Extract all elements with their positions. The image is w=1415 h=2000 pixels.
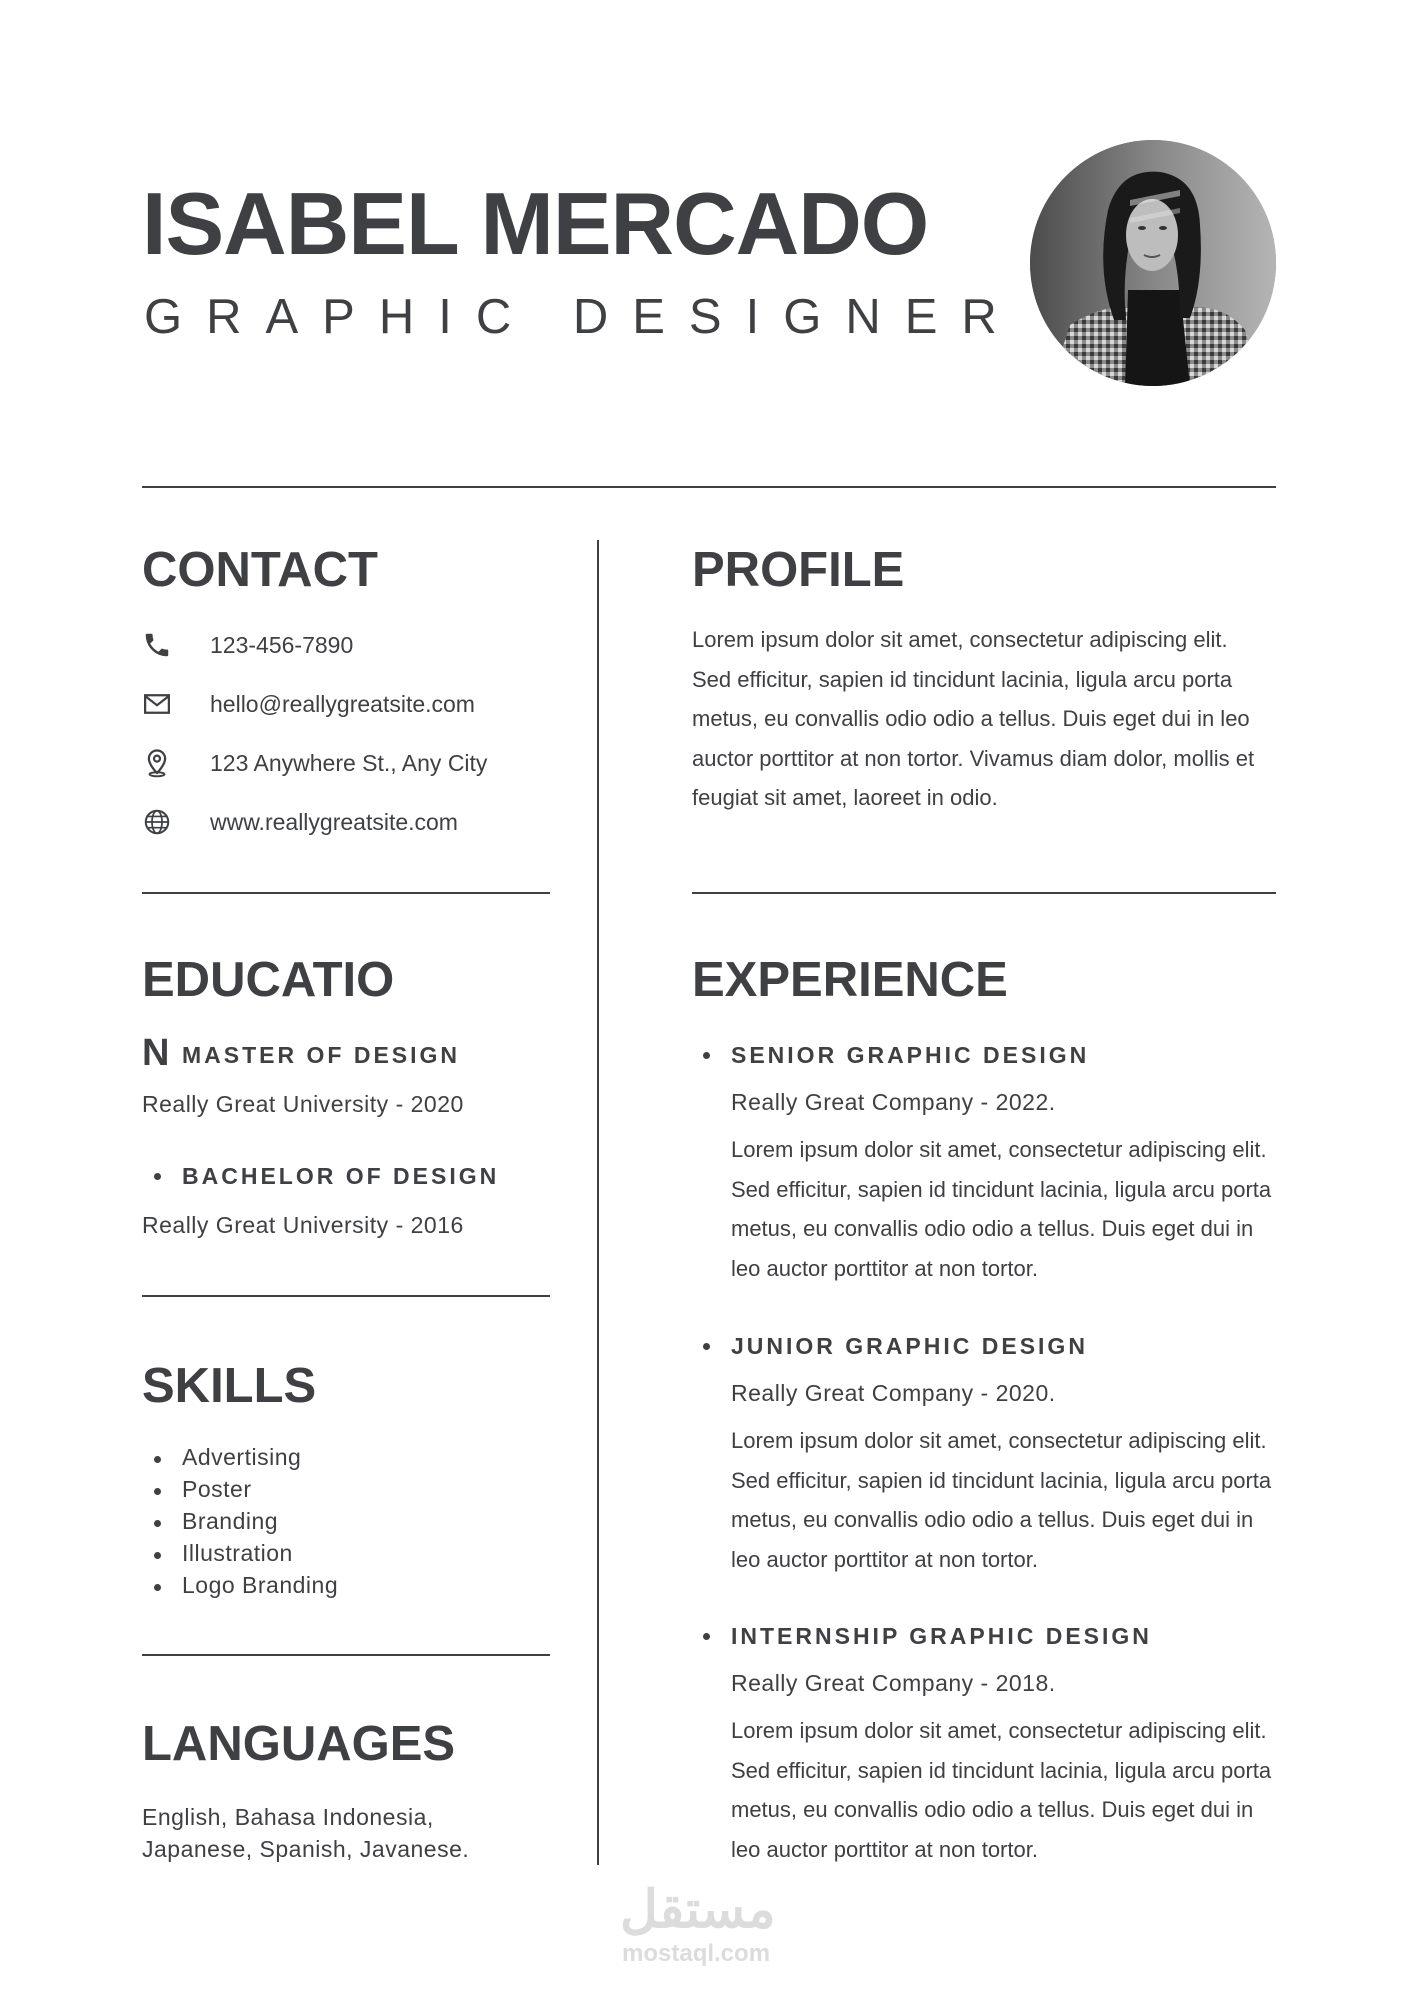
profile-text: Lorem ipsum dolor sit amet, consectetur adipiscing elit. Sed efficitur, sapien id tincidunt lacinia, ligula arcu porta metus, eu convallis odio odio a tellus. Duis eget dui in leo auctor porttitor at non tortor. Vivamus diam dolor, mollis et feugiat sit amet, laoreet in odio.: [692, 627, 1255, 810]
contact-phone: [142, 628, 542, 662]
experience-role-1: SENIOR GRAPHIC DESIGN: [731, 1042, 1090, 1068]
contact-website: [142, 805, 542, 839]
skill-item: Poster: [142, 1476, 338, 1508]
experience-role-2: JUNIOR GRAPHIC DESIGN: [731, 1333, 1088, 1359]
languages-line-1: English, Bahasa Indonesia,: [142, 1804, 434, 1830]
header-divider: [142, 486, 1276, 488]
skill-item: Illustration: [142, 1540, 338, 1572]
contact-address-text: 123 Anywhere St., Any City: [210, 750, 488, 776]
education-degree-2: BACHELOR OF DESIGN: [182, 1163, 500, 1189]
education-school-2: Really Great University - 2016: [142, 1212, 464, 1238]
experience-company-2: Really Great Company - 2020.: [731, 1380, 1056, 1406]
education-degree-1: MASTER OF DESIGN: [182, 1042, 461, 1068]
experience-role-3: INTERNSHIP GRAPHIC DESIGN: [731, 1623, 1152, 1649]
skills-list: [142, 1444, 338, 1604]
contact-email-text: hello@reallygreatsite.com: [210, 691, 475, 717]
contact-divider: [142, 892, 550, 894]
contact-title: CONTACT: [142, 543, 378, 597]
contact-address: [142, 746, 542, 780]
profile-divider: [692, 892, 1276, 894]
experience-bullet-3: [703, 1633, 710, 1640]
candidate-role: GRAPHIC DESIGNER: [144, 290, 1021, 344]
skills-title: SKILLS: [142, 1359, 317, 1413]
experience-company-3: Really Great Company - 2018.: [731, 1670, 1056, 1696]
skill-item: Advertising: [142, 1444, 338, 1476]
languages-title: LANGUAGES: [142, 1717, 456, 1771]
education-school-1: Really Great University - 2020: [142, 1091, 464, 1117]
experience-bullet-1: [703, 1052, 710, 1059]
experience-company-1: Really Great Company - 2022.: [731, 1089, 1056, 1115]
skills-divider: [142, 1654, 550, 1656]
mail-icon: [142, 689, 172, 719]
experience-text-2: Lorem ipsum dolor sit amet, consectetur adipiscing elit. Sed efficitur, sapien id tincidunt lacinia, ligula arcu porta metus, eu convallis odio odio a tellus. Duis eget dui in leo auctor porttitor at non tortor.: [731, 1428, 1272, 1572]
watermark-latin: mostaql.com: [622, 1940, 771, 1967]
education-bullet-2: [154, 1173, 161, 1180]
column-divider: [597, 540, 599, 1865]
phone-icon: [142, 630, 172, 660]
contact-email: [142, 687, 542, 721]
skill-item: Logo Branding: [142, 1572, 338, 1604]
experience-bullet-2: [703, 1343, 710, 1350]
candidate-name: ISABEL MERCADO: [142, 174, 929, 273]
experience-text-3: Lorem ipsum dolor sit amet, consectetur adipiscing elit. Sed efficitur, sapien id tincidunt lacinia, ligula arcu porta metus, eu convallis odio odio a tellus. Duis eget dui in leo auctor porttitor at non tortor.: [731, 1718, 1272, 1862]
education-divider: [142, 1295, 550, 1297]
languages-line-2: Japanese, Spanish, Javanese.: [142, 1836, 470, 1862]
education-title: EDUCATIO: [142, 953, 395, 1007]
experience-title: EXPERIENCE: [692, 953, 1008, 1007]
contact-phone-text: 123-456-7890: [210, 632, 354, 658]
skill-item: Branding: [142, 1508, 338, 1540]
watermark-arabic: مستقل: [620, 1881, 776, 1939]
experience-text-1: Lorem ipsum dolor sit amet, consectetur adipiscing elit. Sed efficitur, sapien id tincidunt lacinia, ligula arcu porta metus, eu convallis odio odio a tellus. Duis eget dui in leo auctor porttitor at non tortor.: [731, 1137, 1272, 1281]
contact-website-text: www.reallygreatsite.com: [210, 809, 458, 835]
education-title-overflow: N: [142, 1032, 170, 1074]
globe-icon: [142, 807, 172, 837]
profile-title: PROFILE: [692, 543, 905, 597]
profile-photo: [1030, 140, 1276, 386]
location-pin-icon: [142, 748, 172, 778]
